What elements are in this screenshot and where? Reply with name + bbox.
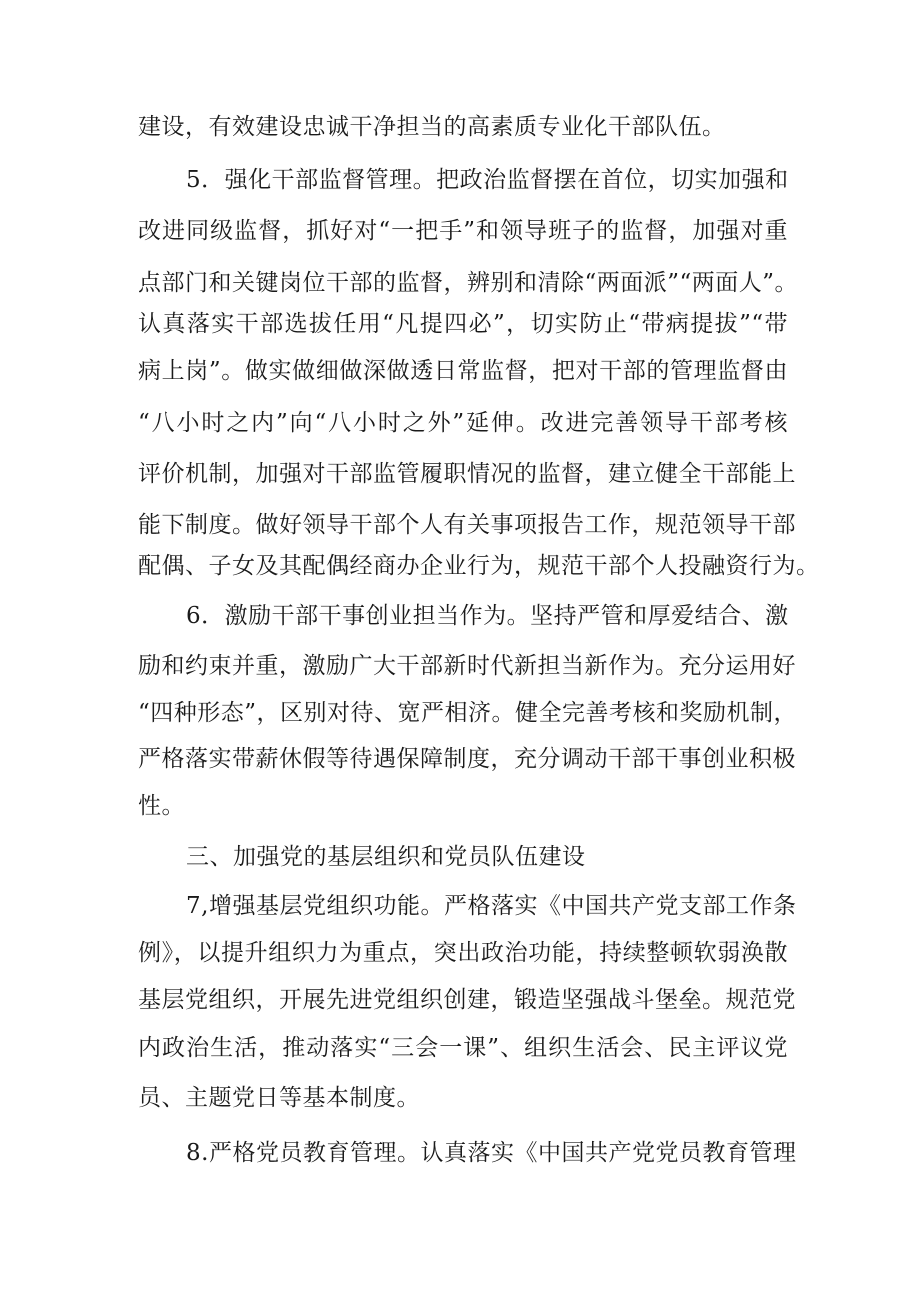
text-line: 严格落实带薪休假等待遇保障制度，充分调动干部干事创业积极 (138, 746, 796, 772)
text-line: 例》，以提升组织力为重点，突出政治功能，持续整顿软弱涣散 (138, 940, 788, 966)
text-line: 励和约束并重，激励广大干部新时代新担当新作为。充分运用好 (138, 653, 796, 679)
text-line: 建设，有效建设忠诚干净担当的高素质专业化干部队伍。 (138, 114, 726, 140)
text-line: 认真落实干部选拔任用“凡提四必”，切实防止“带病提拔”“带 (138, 311, 788, 337)
paragraph-6-heading-line: 6．激励干部干事创业担当作为。坚持严管和厚爱结合、激 (186, 603, 789, 629)
text-line: 能下制度。做好领导干部个人有关事项报告工作，规范领导干部 (138, 512, 796, 538)
text-line: 评价机制，加强对干部监管履职情况的监督，建立健全干部能上 (138, 461, 796, 487)
text-line: 配偶、子女及其配偶经商办企业行为，规范干部个人投融资行为。 (138, 553, 820, 579)
text-line: 基层党组织，开展先进党组织创建，锻造坚强战斗堡垒。规范党 (138, 987, 796, 1013)
text-line: 改进同级监督，抓好对“一把手”和领导班子的监督，加强对重 (138, 218, 788, 244)
text-line: 内政治生活，推动落实“三会一课”、组织生活会、民主评议党 (138, 1035, 788, 1061)
paragraph-8-heading-line: 8.严格党员教育管理。认真落实《中国共产党党员教育管理 (186, 1140, 797, 1166)
paragraph-7-heading-line: 7,增强基层党组织功能。严格落实《中国共产党支部工作条 (186, 893, 797, 919)
text-line: 病上岗”。做实做细做深做透日常监督，把对干部的管理监督由 (138, 358, 788, 384)
paragraph-5-heading-line: 5．强化干部监督管理。把政治监督摆在首位，切实加强和 (186, 167, 789, 193)
text-line: 性。 (138, 793, 185, 819)
text-line: 点部门和关键岗位干部的监督，辨别和清除“两面派”“两面人”。 (138, 270, 799, 296)
text-line: “八小时之内”向“八小时之外”延伸。改进完善领导干部考核 (138, 410, 788, 436)
section-heading: 三、加强党的基层组织和党员队伍建设 (186, 844, 586, 870)
text-line: 员、主题党日等基本制度。 (138, 1085, 420, 1111)
text-line: “四种形态”，区别对待、宽严相济。健全完善考核和奖励机制， (138, 700, 798, 726)
